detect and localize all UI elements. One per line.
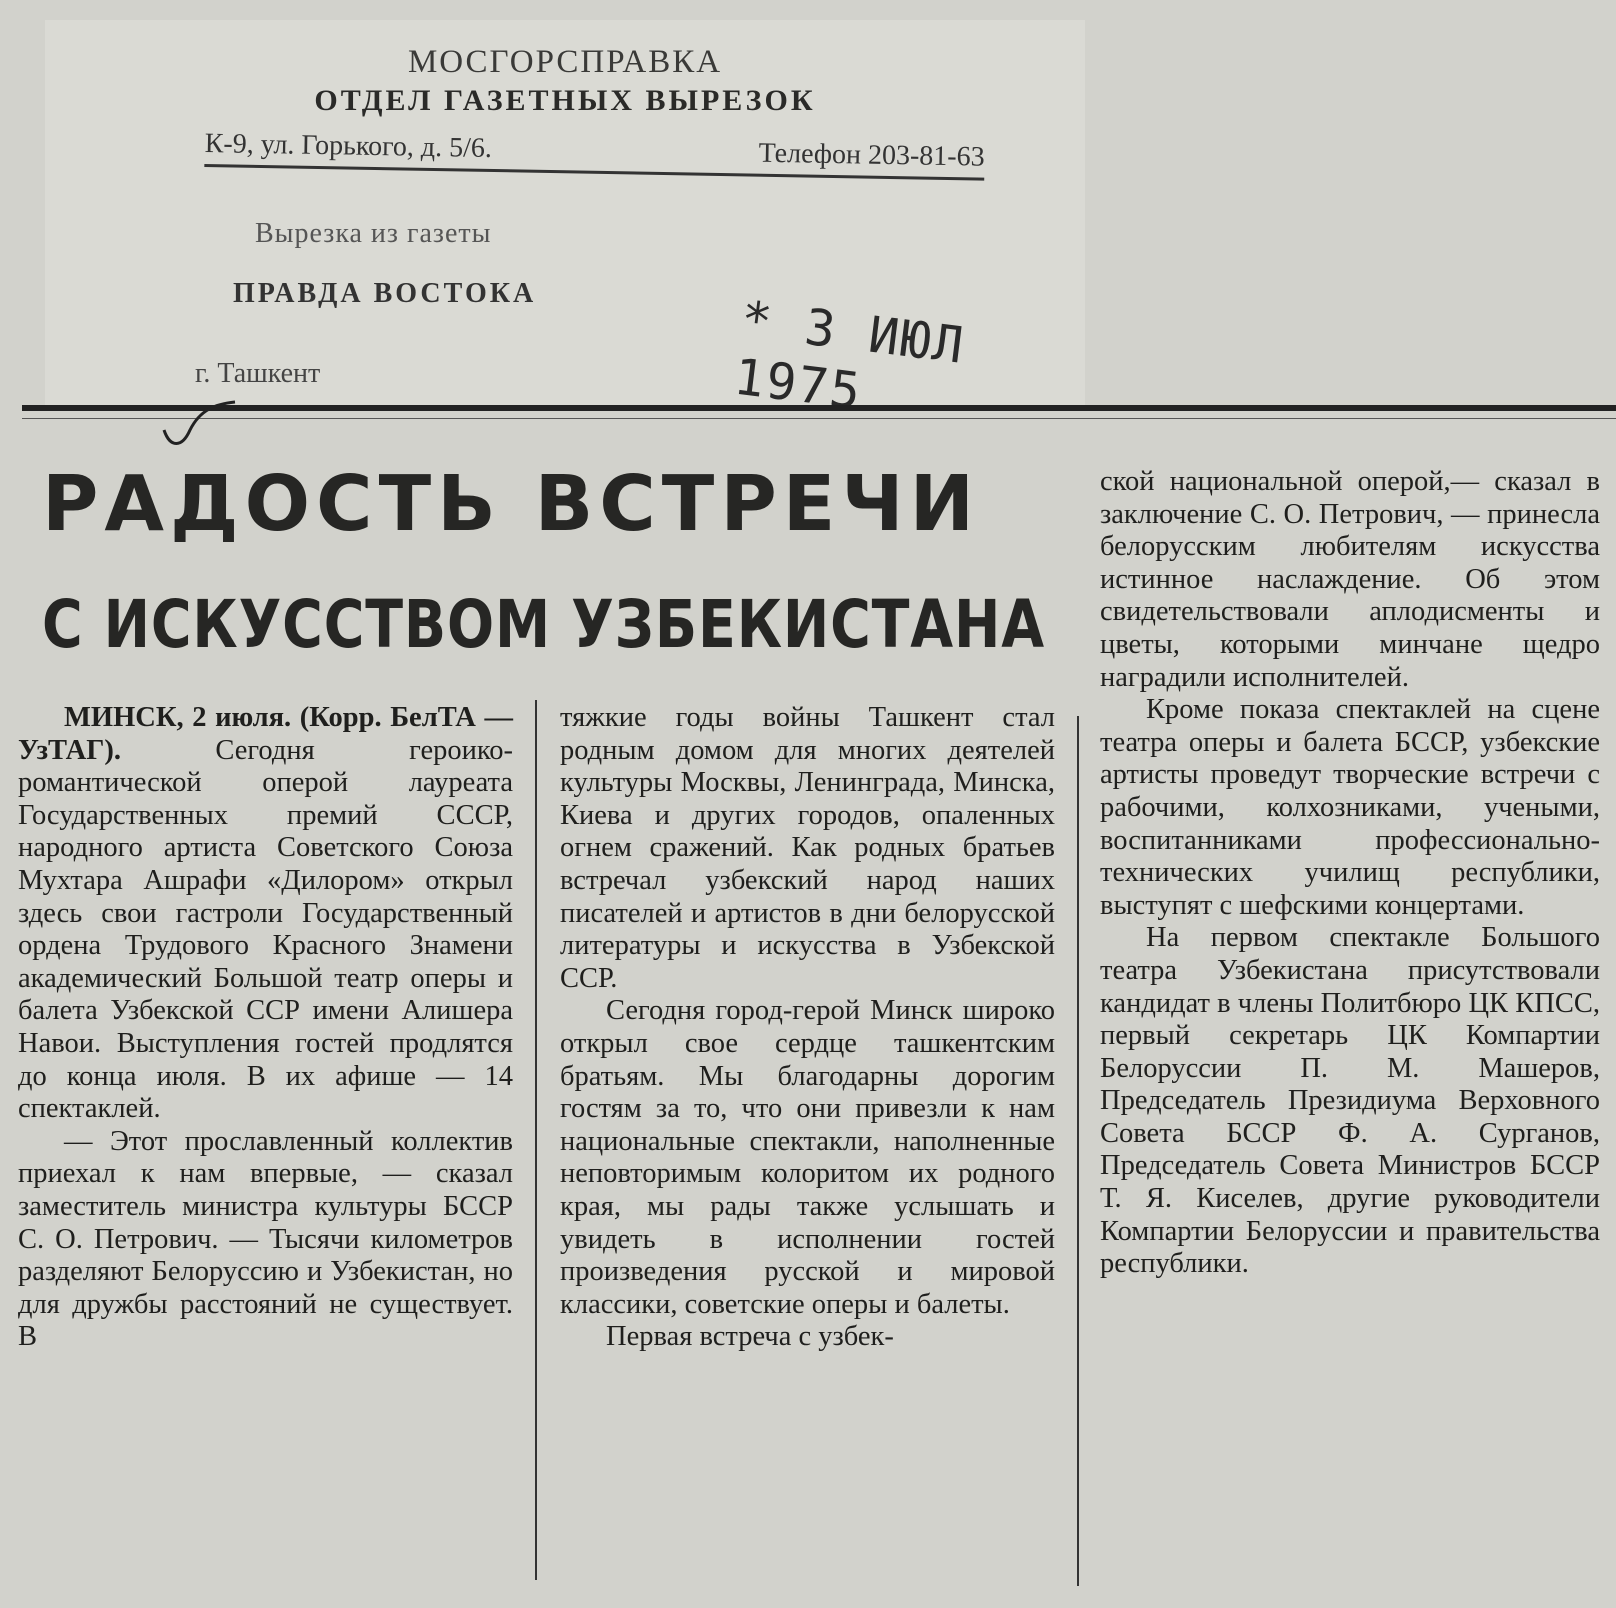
article-headline: РАДОСТЬ ВСТРЕЧИ	[42, 460, 981, 549]
org-name: МОСГОРСПРАВКА	[407, 44, 723, 80]
article-column-3	[1100, 466, 1600, 1586]
top-rule-thin	[22, 418, 1616, 419]
column-divider	[535, 700, 537, 1580]
paragraph: Сегодня город-герой Минск широко открыл свое сердце ташкентским братьям. Мы благодарны дорогим гостям за то, что они привезли к нам национальные спектакли, наполненные неповторимым колоритом их родного края, мы рады также услышать и увидеть в исполнении гостей произведения русской и мировой классики, советские оперы и балеты.	[560, 995, 1055, 1320]
newspaper-city: г. Ташкент	[195, 358, 321, 389]
paragraph: ской национальной оперой,— сказал в заключение С. О. Петрович, — принесла белорусским любителям искусства истинное наслаждение. Об этом свидетельствовали аплодисменты и цветы, которыми минчане щедро наградили исполнителей.	[1100, 466, 1600, 693]
address-line	[204, 128, 985, 181]
department-name: ОТДЕЛ ГАЗЕТНЫХ ВЫРЕЗОК	[314, 84, 816, 117]
address: К-9, ул. Горького, д. 5/6.	[204, 128, 493, 165]
paragraph: Кроме показа спектаклей на сцене театра оперы и балета БССР, узбекские артисты проведут творческие встречи с рабочими, колхозниками, учеными, воспитанниками профессионально-технических училищ республики, выступят с шефскими концертами.	[1100, 694, 1600, 921]
newspaper-name: ПРАВДА ВОСТОКА	[233, 278, 537, 309]
paragraph: тяжкие годы войны Ташкент стал родным домом для многих деятелей культуры Москвы, Ленинграда, Минска, Киева и других городов, опаленных огнем сражений. Как родных братьев встречал узбекский народ наших писателей и артистов в дни белорусской литературы и искусства в Узбекской ССР.	[560, 702, 1055, 994]
clipping-label	[45, 20, 1085, 421]
paragraph-text: Сегодня героико-романтической оперой лауреата Государственных премий СССР, народного артиста Советского Союза Мухтара Ашрафи «Дилором» открыл здесь свои гастроли Государственный ордена Трудового Красного Знамени академический Большой театр оперы и балета Узбекской ССР имени Алишера Навои. Выступления гостей продлятся до конца июля. В их афише — 14 спектаклей.	[18, 734, 513, 1125]
article-column-1	[18, 702, 513, 1582]
phone: Телефон 203-81-63	[758, 137, 985, 173]
paragraph: — Этот прославленный коллектив приехал к нам впервые, — сказал заместитель министра культуры БССР С. О. Петрович. — Тысячи километров разделяют Белоруссию и Узбекистан, но для дружбы расстояний не существует. В	[18, 1125, 513, 1353]
dateline: МИНСК, 2 июля. (Корр. БелТА — УзТАГ).	[18, 702, 513, 766]
article-column-2	[560, 702, 1055, 1582]
pencil-check-icon	[160, 400, 240, 450]
paragraph: Первая встреча с узбек-	[606, 1321, 894, 1353]
date-stamp: * 3 ИЮЛ 1975	[730, 290, 969, 421]
paragraph	[18, 702, 513, 1126]
cutting-from-label: Вырезка из газеты	[255, 218, 492, 249]
paragraph: На первом спектакле Большого театра Узбекистана присутствовали кандидат в члены Политбюро ЦК КПСС, первый секретарь ЦК Компартии Белоруссии П. М. Машеров, Председатель Президиума Верховного Совета БССР Ф. А. Сурганов, Председатель Совета Министров БССР Т. Я. Киселев, другие руководители Компартии Белоруссии и правительства республики.	[1100, 922, 1600, 1280]
column-divider	[1077, 716, 1079, 1586]
top-rule	[22, 405, 1616, 411]
article-subheadline: С ИСКУССТВОМ УЗБЕКИСТАНА	[42, 586, 1046, 663]
